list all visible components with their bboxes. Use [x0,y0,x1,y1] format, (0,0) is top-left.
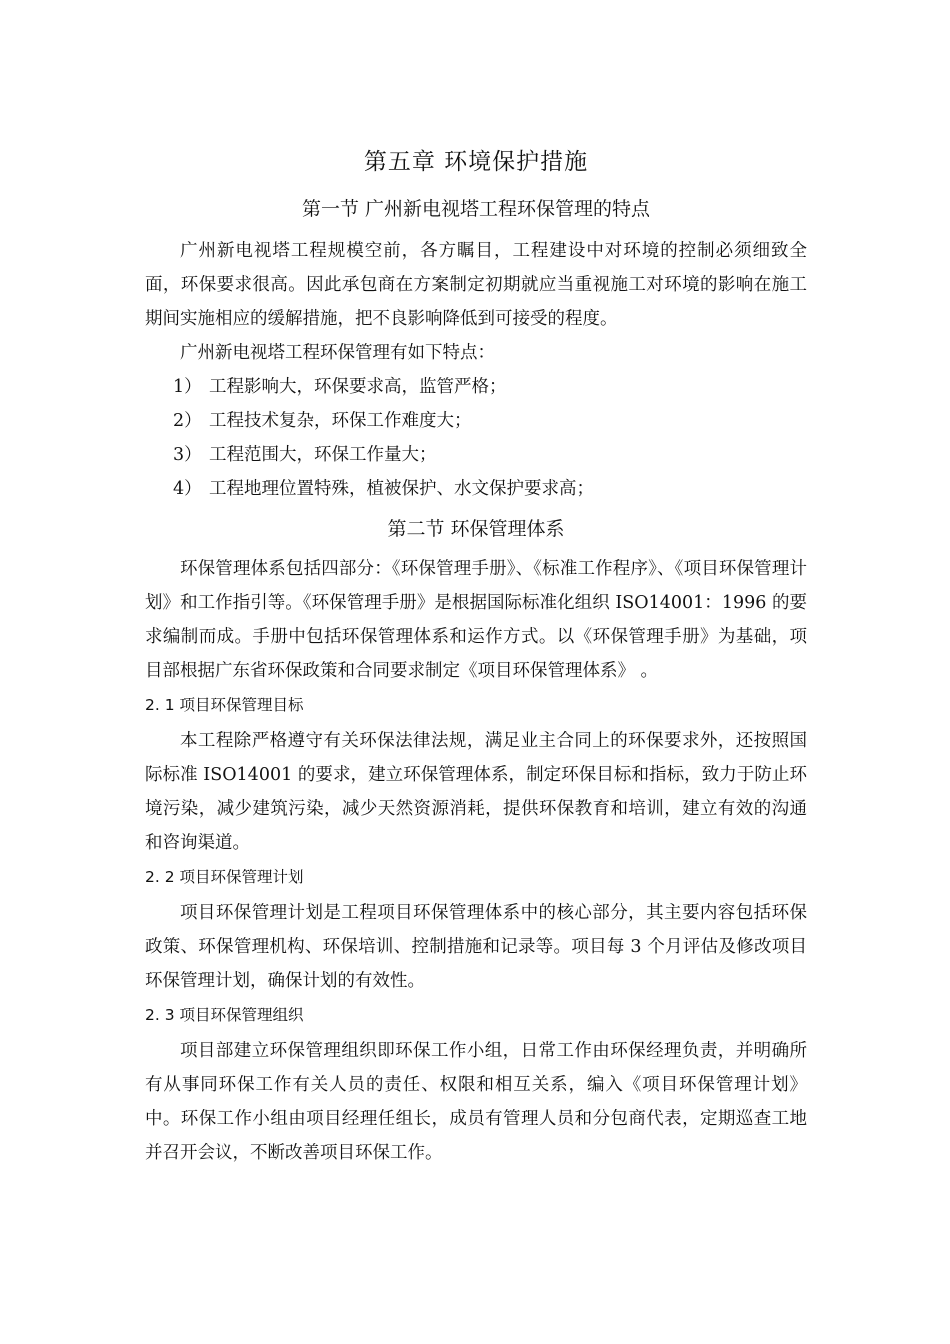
subsection-2-2-text: 项目环保管理计划是工程项目环保管理体系中的核心部分，其主要内容包括环保政策、环保管理机构、环保培训、控制措施和记录等。项目每 3 个月评估及修改项目环保管理计划，确保计划的有效性。 [145,903,807,991]
list-item-text: 工程地理位置特殊，植被保护、水文保护要求高； [209,479,594,499]
list-item [145,438,807,472]
list-item-number: 1） [173,377,202,397]
subsection-2-3-text: 项目部建立环保管理组织即环保工作小组，日常工作由环保经理负责，并明确所有从事同环保工作有关人员的责任、权限和相互关系，编入《项目环保管理计划》中。环保工作小组由项目经理任组长，成员有管理人员和分包商代表，定期巡查工地并召开会议，不断改善项目环保工作。 [145,1041,807,1163]
list-item-text: 工程范围大，环保工作量大； [209,445,437,465]
subsection-2-2-heading: 2. 2 项目环保管理计划 [145,868,304,886]
subsection-2-1-text: 本工程除严格遵守有关环保法律法规，满足业主合同上的环保要求外，还按照国际标准 ISO14001 的要求，建立环保管理体系，制定环保目标和指标，致力于防止环境污染，减少建筑污染，减少天然资源消耗，提供环保教育和培训，建立有效的沟通和咨询渠道。 [145,731,807,853]
list-item-number: 2） [173,411,202,431]
document-page [145,140,807,1170]
list-item-number: 4） [173,479,202,499]
list-item-text: 工程技术复杂，环保工作难度大； [209,411,472,431]
list-item-number: 3） [173,445,202,465]
section-2-title: 第二节 环保管理体系 [387,518,565,540]
features-list [145,370,807,506]
list-item [145,370,807,404]
section-2-intro: 环保管理体系包括四部分：《环保管理手册》、《标准工作程序》、《项目环保管理计划》和工作指引等。《环保管理手册》是根据国际标准化组织 ISO14001：1996 的要求编制而成。手册中包括环保管理体系和运作方式。以《环保管理手册》为基础，项目部根据广东省环保政策和合同要求制定《项目环保管理体系》 。 [145,559,807,681]
subsection-2-3-heading: 2. 3 项目环保管理组织 [145,1006,304,1024]
list-item [145,404,807,438]
list-item-text: 工程影响大，环保要求高，监管严格； [209,377,507,397]
list-item [145,472,807,506]
chapter-title: 第五章 环境保护措施 [363,149,589,175]
subsection-2-1-heading: 2. 1 项目环保管理目标 [145,696,304,714]
section-1-title: 第一节 广州新电视塔工程环保管理的特点 [301,198,651,220]
section-1-paragraph-1: 广州新电视塔工程规模空前，各方瞩目，工程建设中对环境的控制必须细致全面，环保要求很高。因此承包商在方案制定初期就应当重视施工对环境的影响在施工期间实施相应的缓解措施，把不良影响降低到可接受的程度。 [145,241,807,329]
section-1-paragraph-2: 广州新电视塔工程环保管理有如下特点： [180,343,495,363]
